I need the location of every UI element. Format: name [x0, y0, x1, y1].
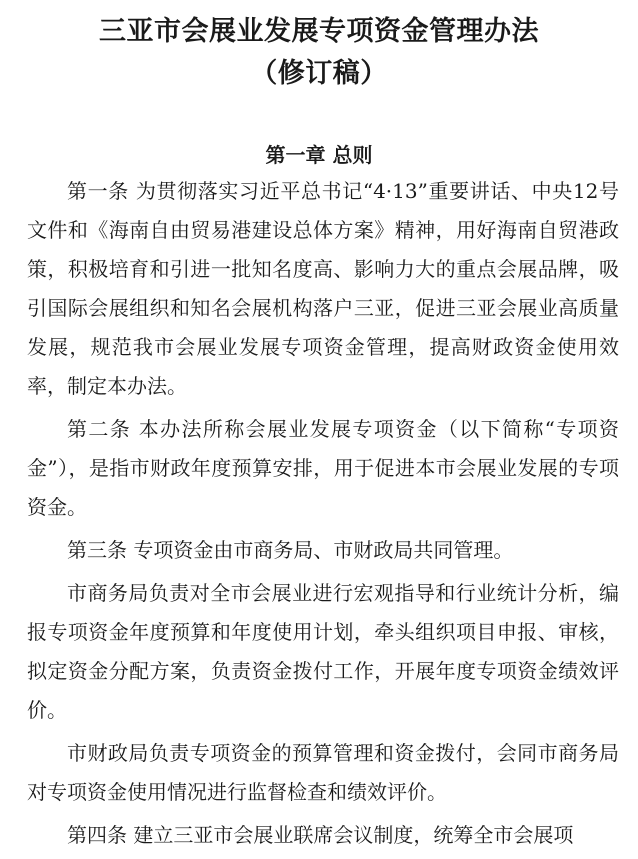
article-1-paragraph: 第一条 为贯彻落实习近平总书记“4·13”重要讲话、中央12号文件和《海南自由贸易港建设总体方案》精神，用好海南自贸港政策，积极培育和引进一批知名度高、影响力大的重点会展品牌，吸引国际会展组织和知名会展机构落户三亚，促进三亚会展业高质量发展，规范我市会展业发展专项资金管理，提高财政资金使用效率，制定本办法。: [27, 179, 619, 398]
article-2-paragraph: 第二条 本办法所称会展业发展专项资金（以下简称“专项资金”），是指市财政年度预算安排，用于促进本市会展业发展的专项资金。: [27, 417, 619, 519]
chapter-heading: 第一章 总则: [265, 143, 373, 167]
article-4-paragraph: 第四条 建立三亚市会展业联席会议制度，统筹全市会展项: [67, 823, 574, 847]
finance-bureau-duties-paragraph: 市财政局负责专项资金的预算管理和资金拨付，会同市商务局对专项资金使用情况进行监督检查和绩效评价。: [27, 741, 619, 804]
document-subtitle: （修订稿）: [250, 58, 388, 89]
article-3-paragraph: 第三条 专项资金由市商务局、市财政局共同管理。: [67, 538, 514, 562]
document-body: [27, 172, 619, 859]
document-title: 三亚市会展业发展专项资金管理办法: [99, 16, 539, 47]
commerce-bureau-duties-paragraph: 市商务局负责对全市会展业进行宏观指导和行业统计分析，编报专项资金年度预算和年度使用计划，牵头组织项目申报、审核，拟定资金分配方案，负责资金拨付工作，开展年度专项资金绩效评价。: [27, 581, 619, 722]
